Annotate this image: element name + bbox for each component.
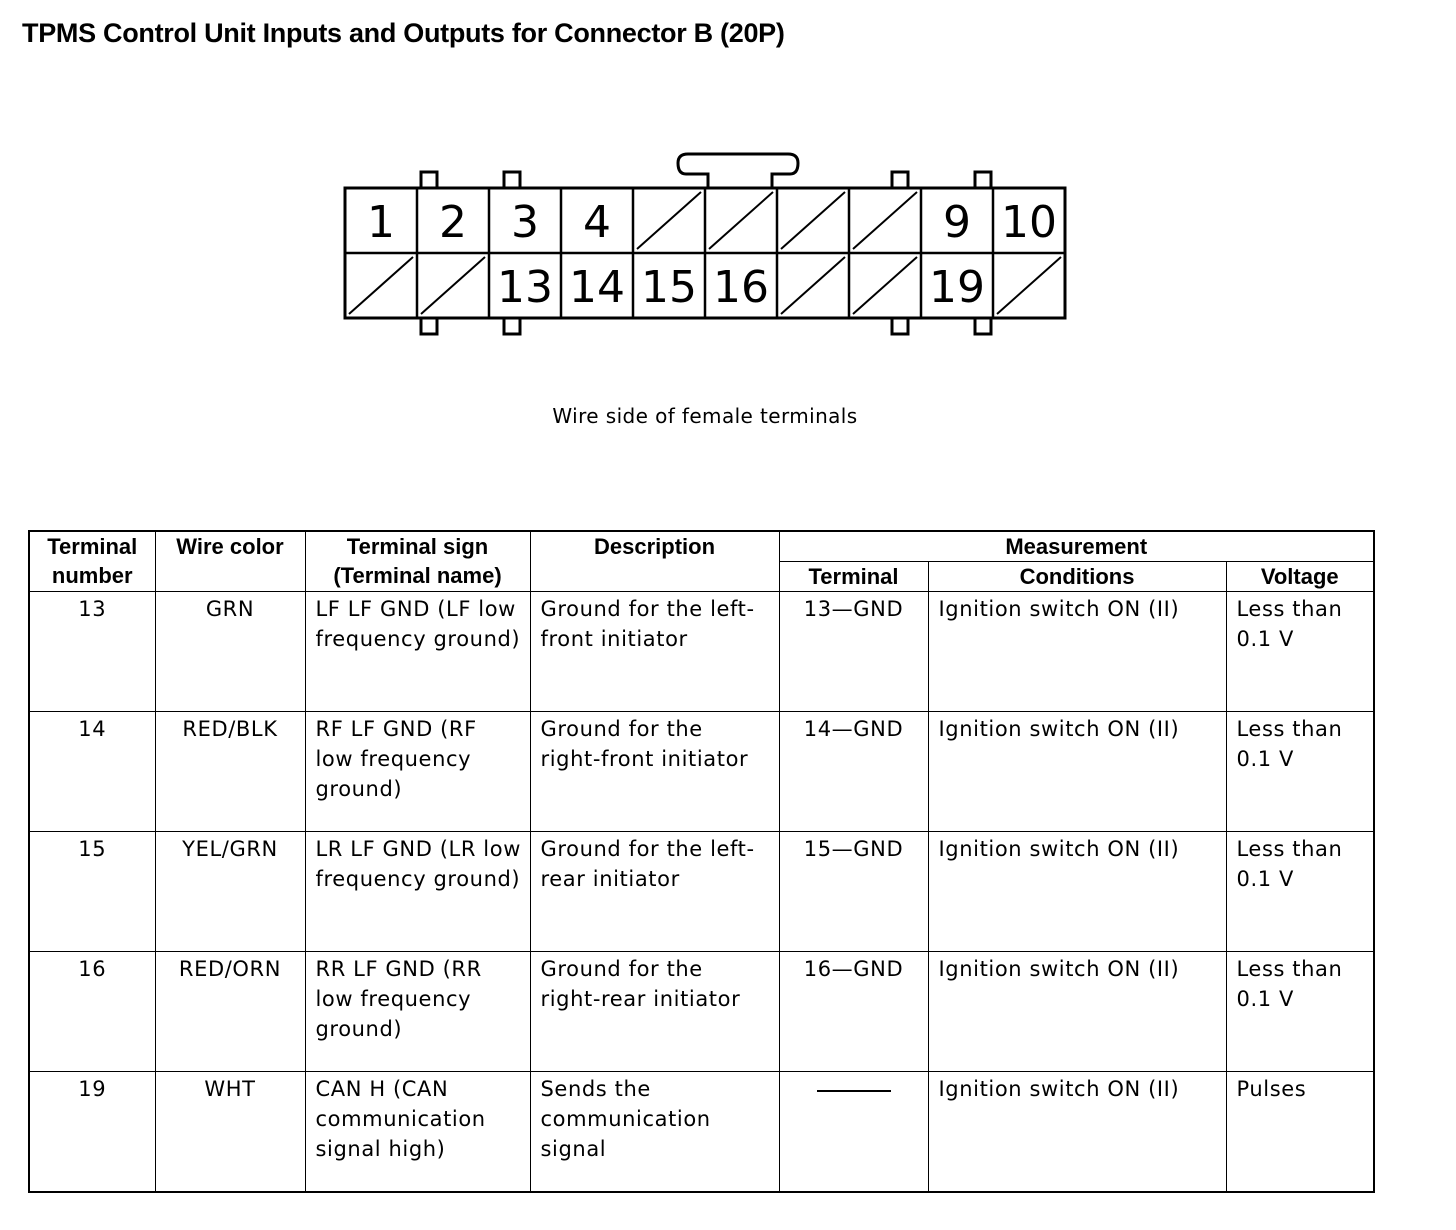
cell-wire-color: GRN [155,592,305,712]
cell-terminal-number: 15 [29,832,155,952]
header-measurement: Measurement [779,531,1374,562]
cell-conditions: Ignition switch ON (II) [928,712,1226,832]
cell-voltage: Pulses [1226,1072,1374,1193]
cell-description: Ground for the right-front initiator [530,712,779,832]
connector-caption: Wire side of female terminals [552,404,858,428]
cell-voltage: Less than 0.1 V [1226,952,1374,1072]
table-row [29,592,1374,712]
header-voltage: Voltage [1226,562,1374,592]
terminal-label-16: 16 [713,262,769,313]
cell-voltage: Less than 0.1 V [1226,712,1374,832]
connector-diagram [330,148,1090,348]
terminal-label-15: 15 [641,262,697,313]
cell-description: Ground for the right-rear initiator [530,952,779,1072]
table-row [29,712,1374,832]
connector-pegs-bottom [421,318,991,334]
terminal-label-2: 2 [439,197,467,248]
terminal-label-10: 10 [1001,197,1057,248]
cell-conditions: Ignition switch ON (II) [928,592,1226,712]
cell-description: Ground for the left-rear initiator [530,832,779,952]
cell-conditions: Ignition switch ON (II) [928,1072,1226,1193]
page-title: TPMS Control Unit Inputs and Outputs for Connector B (20P) [22,18,785,48]
terminal-label-9: 9 [943,197,971,248]
table-row [29,1072,1374,1193]
terminal-label-14: 14 [569,262,625,313]
cell-terminal-sign: LF LF GND (LF low frequency ground) [305,592,530,712]
cell-description: Ground for the left-front initiator [530,592,779,712]
header-measurement-terminal: Terminal [779,562,928,592]
cell-description: Sends the communication signal [530,1072,779,1193]
cell-voltage: Less than 0.1 V [1226,592,1374,712]
terminal-label-1: 1 [367,197,395,248]
terminal-label-3: 3 [511,197,539,248]
cell-measure-terminal: 14—GND [779,712,928,832]
terminal-label-19: 19 [929,262,985,313]
cell-terminal-sign: RR LF GND (RR low frequency ground) [305,952,530,1072]
header-terminal-sign: Terminal sign (Terminal name) [305,531,530,592]
no-terminal-dash [817,1090,891,1092]
cell-measure-terminal [779,1072,928,1193]
cell-terminal-number: 14 [29,712,155,832]
cell-terminal-number: 13 [29,592,155,712]
cell-wire-color: RED/BLK [155,712,305,832]
cell-wire-color: YEL/GRN [155,832,305,952]
cell-wire-color: RED/ORN [155,952,305,1072]
connector-lock-tab [678,154,798,188]
table-row [29,832,1374,952]
header-wire-color: Wire color [155,531,305,592]
cell-conditions: Ignition switch ON (II) [928,832,1226,952]
cell-measure-terminal: 13—GND [779,592,928,712]
terminal-label-13: 13 [497,262,553,313]
header-row [29,531,1374,562]
cell-measure-terminal: 15—GND [779,832,928,952]
cell-measure-terminal: 16—GND [779,952,928,1072]
cell-terminal-number: 19 [29,1072,155,1193]
header-terminal-number: Terminal number [29,531,155,592]
cell-voltage: Less than 0.1 V [1226,832,1374,952]
io-table [28,530,1375,1193]
cell-terminal-sign: CAN H (CAN communication signal high) [305,1072,530,1193]
cell-conditions: Ignition switch ON (II) [928,952,1226,1072]
header-conditions: Conditions [928,562,1226,592]
cell-terminal-number: 16 [29,952,155,1072]
terminal-label-4: 4 [583,197,611,248]
cell-wire-color: WHT [155,1072,305,1193]
cell-terminal-sign: RF LF GND (RF low frequency ground) [305,712,530,832]
table-row [29,952,1374,1072]
cell-terminal-sign: LR LF GND (LR low frequency ground) [305,832,530,952]
header-description: Description [530,531,779,592]
